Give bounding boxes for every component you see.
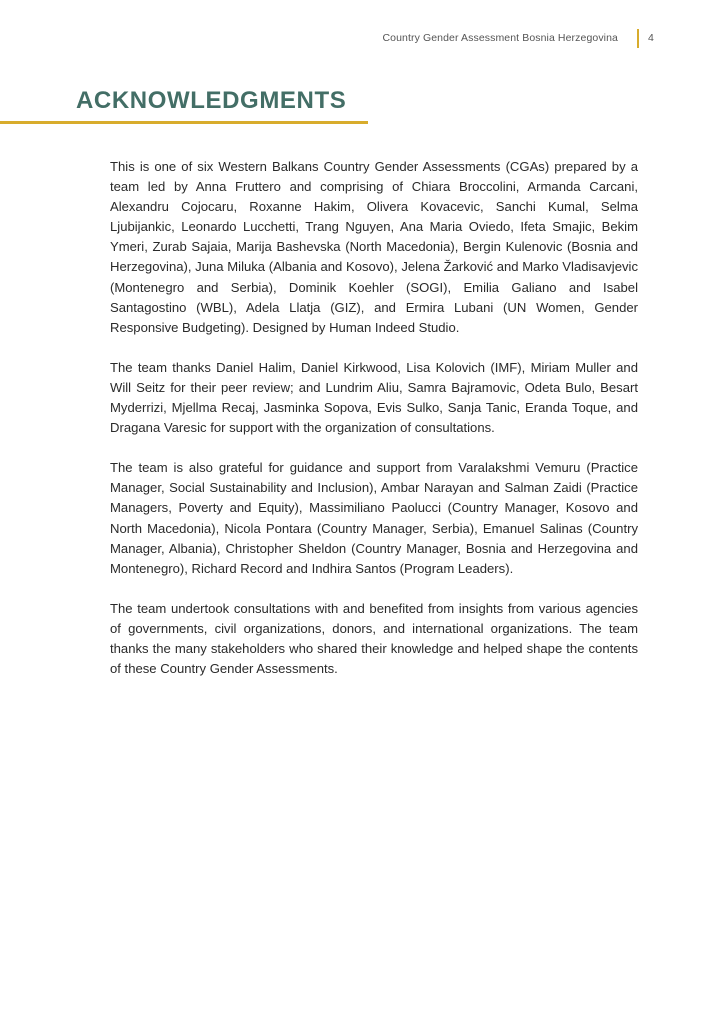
paragraph-peer-review: The team thanks Daniel Halim, Daniel Kirkwood, Lisa Kolovich (IMF), Miriam Muller and Will Seitz for their peer review; and Lundrim Aliu, Samra Bajramovic, Odeta Bulo, Besart Myderrizi, Mjellma Recaj, Jasminka Sopova, Evis Sulko, Sanja Tanic, Eranda Toque, and Dragana Varesic for support with the organization of consultations. [110, 359, 638, 436]
page-header [0, 31, 724, 49]
running-header-title: Country Gender Assessment Bosnia Herzegovina [382, 32, 618, 44]
header-divider [637, 29, 639, 48]
acknowledgments-body [110, 157, 638, 699]
paragraph-team: This is one of six Western Balkans Country Gender Assessments (CGAs) prepared by a team led by Anna Fruttero and comprising of Chiara Broccolini, Armanda Carcani, Alexandru Cojocaru, Roxanne Hakim, Olivera Kovacevic, Sanchi Kumal, Selma Ljubijankic, Leonardo Lucchetti, Trang Nguyen, Ana Maria Oviedo, Ifeta Smajic, Bekim Ymeri, Zurab Sajaia, Marija Bashevska (North Macedonia), Bergin Kulenovic (Bosnia and Herzegovina), Juna Miluka (Albania and Kosovo), Jelena Žarković and Marko Vladisavjevic (Montenegro and Serbia), Dominik Koehler (SOGI), Emilia Galiano and Isabel Santagostino (WBL), Adela Llatja (GIZ), and Ermira Lubani (UN Women, Gender Responsive Budgeting). Designed by Human Indeed Studio. [110, 159, 638, 335]
paragraph-guidance: The team is also grateful for guidance and support from Varalakshmi Vemuru (Practice Manager, Social Sustainability and Inclusion), Ambar Narayan and Salman Zaidi (Practice Managers, Poverty and Equity), Massimiliano Paolucci (Country Manager, Kosovo and North Macedonia), Nicola Pontara (Country Manager, Serbia), Emanuel Salinas (Country Manager, Albania), Christopher Sheldon (Country Manager, Bosnia and Herzegovina and Montenegro), Richard Record and Indhira Santos (Program Leaders). [110, 460, 638, 576]
title-underline [0, 121, 368, 124]
section-title: ACKNOWLEDGMENTS [76, 87, 347, 114]
paragraph-consultations: The team undertook consultations with and benefited from insights from various agencies of governments, civil organizations, donors, and international organizations. The team thanks the many stakeholders who shared their knowledge and helped shape the contents of these Country Gender Assessments. [110, 600, 638, 677]
page-number: 4 [648, 32, 654, 44]
